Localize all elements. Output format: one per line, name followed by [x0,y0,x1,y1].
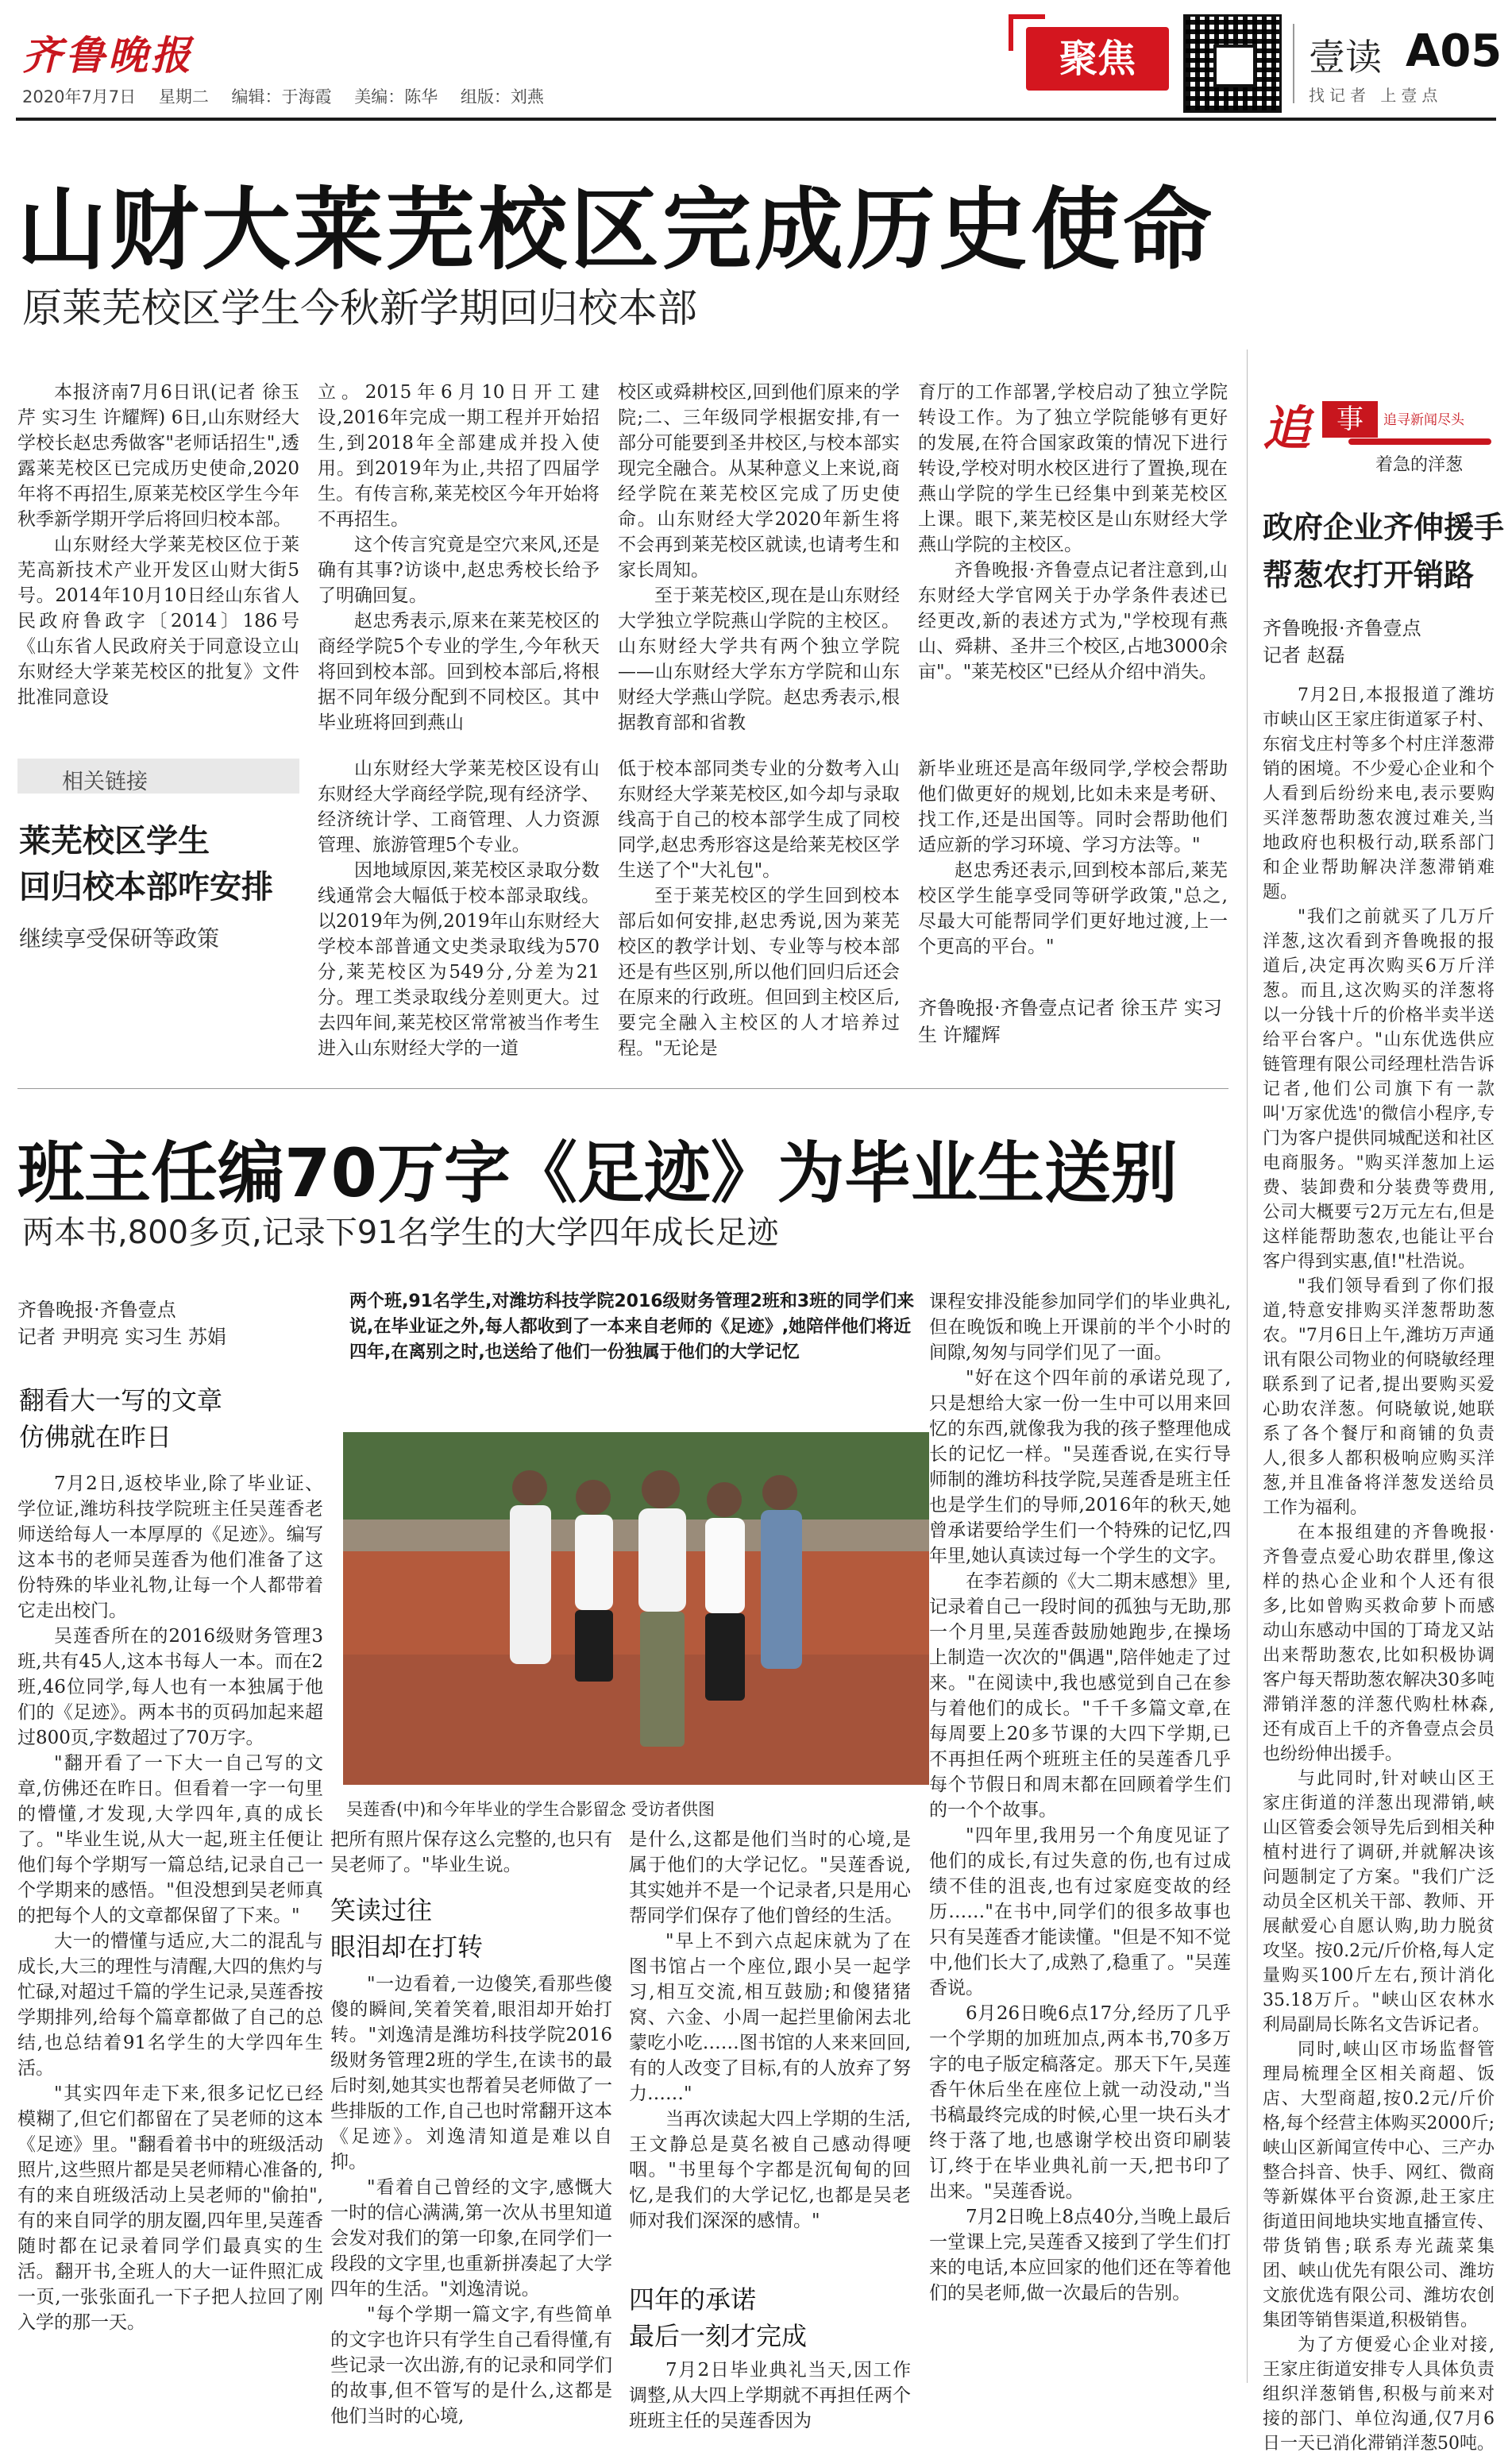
paragraph: 齐鲁晚报·齐鲁壹点记者注意到,山东财经大学官网关于办学条件表述已经更改,新的表述方式为,"学校现有燕山、舜耕、圣井三个校区,占地3000余亩"。"莱芜校区"已经从介绍中消失。 [918,560,1228,682]
article2-column-2-top [330,1827,612,1883]
column-slogan: 追寻新闻尽头 [1383,412,1464,428]
paragraph: 在李若颜的《大二期末感想》里,记录着自己一段时间的孤独与无助,那一个月里,吴莲香鼓励她跑步,在操场上制造一次次的"偶遇",陪伴她走了过来。"在阅读中,我也感觉到自己在参与着他们的成长。"千千多篇文章,在每周要上20多节课的大四下学期,已不再担任两个班班主任的吴莲香几乎每个节假日和周末都在回顾着学生们的一个个故事。 [929,1571,1231,1821]
paragraph: 低于校本部同类专业的分数考入山东财经大学莱芜校区,如今却与录取线高于自己的校本部学生成了同校同学,赵忠秀形容这是给莱芜校区学生送了个"大礼包"。 [618,759,900,881]
paragraph: 育厅的工作部署,学校启动了独立学院转设工作。为了独立学院能够有更好的发展,在符合国家政策的情况下进行转设,学校对明水校区进行了置换,现在燕山学院的学生已经集中到莱芜校区上课。眼下,莱芜校区是山东财经大学燕山学院的主校区。 [918,382,1228,555]
paragraph: "早上不到六点起床就为了在图书馆占一个座位,跟小吴一起学习,相互交流,相互鼓励;和傻猪猪窝、六金、小周一起拦里偷闲去北蒙吃小吃……图书馆的人来来回回,有的人改变了目标,有的人放弃了努力……" [629,1931,911,2104]
article2-column-2 [330,1971,612,2427]
paragraph: 与此同时,针对峡山区王家庄街道的洋葱出现滞销,峡山区管委会领导先后到相关种植村进行了调研,并就解决该问题制定了方案。"我们广泛动员全区机关干部、教师、开展献爱心自愿认购,助力脱贫攻坚。按0.2元/斤价格,每人定量购买100斤左右,预计消化35.18万斤。"峡山区农林水利局副局长陈名文告诉记者。 [1263,1769,1495,2035]
paragraph: 立。2015年6月10日开工建设,2016年完成一期工程并开始招生,到2018年全部建成并投入使用。到2019年为止,共招了四届学生。有传言称,莱芜校区今年开始将不再招生。 [318,382,600,530]
paragraph: "每个学期一篇文字,有些简单的文字也许只有学生自己看得懂,有些记录一次出游,有的记录和同学们的故事,但不管写的是什么,这都是他们当时的心境, [330,2304,612,2427]
paragraph: 在本报组建的齐鲁晚报·齐鲁壹点爱心助农群里,像这样的热心企业和个人还有很多,比如曾购买救命萝卜而感动山东感动中国的丁琦龙又站出来帮助葱农,比如积极协调客户每天帮助葱农解决30多吨滞销洋葱的洋葱代购杜林森,还有成百上千的齐鲁壹点会员也纷纷伸出援手。 [1263,1523,1495,1764]
paragraph: "四年里,我用另一个角度见证了他们的成长,有过失意的伤,也有过成绩不佳的沮丧,也有过家庭变故的经历……"在书中,同学们的很多故事也只有吴莲香才能读懂。"但是不知不觉中,他们长大了,成熟了,稳重了。"吴莲香说。 [929,1825,1231,1998]
related-link-label: 相关链接 [62,770,148,794]
related-column-2 [618,756,900,1059]
article2-lead: 两个班,91名学生,对潍坊科技学院2016级财务管理2班和3班的同学们来说,在毕业证之外,每人都收到了一本来自老师的《足迹》,她陪伴他们将近四年,在离别之时,也送给了他们一份独属于他们的大学记忆 [349,1292,915,1362]
article2-byline [17,1296,319,1350]
subhead-line: 仿佛就在昨日 [19,1422,172,1452]
group-photo-image [343,1432,929,1785]
related-link-bar [17,759,299,794]
masthead-divider [1293,24,1294,103]
related-headline-line-2: 回归校本部咋安排 [19,869,273,906]
paragraph: 吴莲香所在的2016级财务管理3班,共有45人,这本书每人一本。而在2班,46位同学,每人也有一本独属于他们的《足迹》。两本书的页码加起来超过800页,字数超过了70万字。 [17,1626,323,1748]
paragraph: 为了方便爱心企业对接,王家庄街道安排专人具体负责组织洋葱销售,积极与前来对接的部门、单位沟通,仅7月6日一天已消化滞销洋葱50吨。 [1263,2335,1495,2454]
paragraph: 把所有照片保存这么完整的,也只有吴老师了。"毕业生说。 [330,1829,612,1875]
paragraph: 课程安排没能参加同学们的毕业典礼,但在晚饭和晚上开课前的半个小时的间隙,匆匆与同学们见了一面。 [929,1292,1231,1363]
paragraph: 至于莱芜校区的学生回到校本部后如何安排,赵忠秀说,因为莱芜校区的教学计划、专业等与校本部还是有些区别,所以他们回归后还会在原来的行政班。但回到主校区后,要完全融入主校区的人才培养过程。"无论是 [618,886,900,1059]
paragraph: 本报济南7月6日讯(记者 徐玉芹 实习生 许耀辉) 6日,山东财经大学校长赵忠秀做客"老师话招生",透露莱芜校区已完成历史使命,2020年将不再招生,原莱芜校区学生今年秋季新学期开学后将回归校本部。 [17,382,299,530]
article2-subhead-1 [19,1382,222,1455]
article1-byline: 齐鲁晚报·齐鲁壹点记者 徐玉芹 实习生 许耀辉 [918,997,1222,1046]
paragraph: "我们之前就买了几万斤洋葱,这次看到齐鲁晚报的报道后,决定再次购买6万斤洋葱。而且,这次购买的洋葱将以一分钱十斤的价格半卖半送给平台客户。"山东优选供应链管理有限公司经理杜浩告诉记者,他们公司旗下有一款叫'万家优选'的微信小程序,专门为客户提供同城配送和社区电商服务。"购买洋葱加上运费、装卸费和分装费等费用,公司大概要亏2万元左右,但是这样能帮助葱农,也能让平台客户得到实惠,值!"杜浩说。 [1263,907,1495,1272]
paragraph: 赵忠秀还表示,回到校本部后,莱芜校区学生能享受同等研学政策,"总之,尽最大可能帮同学们更好地过渡,上一个更高的平台。" [918,860,1228,957]
article2-subhead-2 [330,1892,483,1965]
paragraph: 当再次读起大四上学期的生活,王文静总是莫名被自己感动得哽咽。"书里每个字都是沉甸甸的回忆,是我们的大学记忆,也都是吴老师对我们深深的感情。" [629,2109,911,2231]
related-headline-line-1: 莱芜校区学生 [19,823,210,859]
related-subheadline: 继续享受保研等政策 [19,925,220,952]
issue-weekday: 星期二 [158,87,209,106]
article2-subhead-3 [629,2281,807,2354]
article2-column-3-bottom [629,2358,911,2431]
subhead-line: 笑读过往 [330,1895,433,1925]
sidebar-headline-line-1: 政府企业齐伸援手 [1263,510,1505,545]
paragraph: 校区或舜耕校区,回到他们原来的学院;二、三年级同学根据安排,有一部分可能要到圣井校区,与校本部实现完全融合。从某种意义上来说,商经学院在莱芜校区完成了历史使命。山东财经大学2020年新生将不会再到莱芜校区就读,也请考生和家长周知。 [618,382,900,581]
article1-column-3 [618,380,900,737]
article2-subheadline: 两本书,800多页,记录下91名学生的大学四年成长足迹 [22,1214,779,1251]
sidebar-byline-source: 齐鲁晚报·齐鲁壹点 [1263,617,1421,639]
paragraph: 6月26日晚6点17分,经历了几乎一个学期的加班加点,两本书,70多万字的电子版定稿落定。那天下午,吴莲香午休后坐在座位上就一动没动,"当书稿最终完成的时候,心里一块石头才终于落了地,也感谢学校出资印刷装订,终于在毕业典礼前一天,把书印了出来。"吴莲香说。 [929,2003,1231,2202]
paragraph: 7月2日晚上8点40分,当晚上最后一堂课上完,吴莲香又接到了学生们打来的电话,本应回家的他们还在等着他们的吴老师,做一次最后的告别。 [929,2207,1231,2303]
issue-proofreader: 组版：刘燕 [460,87,544,106]
page-number: A05 [1406,25,1502,77]
paragraph: 7月2日毕业典礼当天,因工作调整,从大四上学期就不再担任两个班班主任的吴莲香因为 [629,2360,911,2431]
article2-headline: 班主任编70万字《足迹》为毕业生送别 [17,1134,1178,1212]
sidebar-headline-line-2: 帮葱农打开销路 [1263,558,1475,593]
paragraph: "我们领导看到了你们报道,特意安排购买洋葱帮助葱农。"7月6日上午,潍坊万声通讯有限公司物业的何晓敏经理联系到了记者,提出要购买爱心助农洋葱。何晓敏说,她联系了各个餐厅和商铺的负责人,很多人都积极响应购买洋葱,并且准备将洋葱发送给员工作为福利。 [1263,1276,1495,1518]
paragraph: "其实四年走下来,很多记忆已经模糊了,但它们都留在了吴老师的这本《足迹》里。"翻看着书中的班级活动照片,这些照片都是吴老师精心准备的,有的来自班级活动上吴老师的"偷拍",有的来自同学的朋友圈,四年里,吴莲香随时都在记录着同学们最真实的生活。翻开书,全班人的大一证件照汇成一页,一张张面孔一下子把人拉回了刚入学的那一天。 [17,2083,323,2333]
paragraph: "一边看着,一边傻笑,看那些傻傻的瞬间,笑着笑着,眼泪却开始打转。"刘逸清是潍坊科技学院2016级财务管理2班的学生,在读书的最后时刻,她其实也帮着吴老师做了一些排版的工作,自己也时常翻开这本《足迹》。刘逸清知道是难以自抑。 [330,1974,612,2172]
issue-designer: 美编：陈华 [354,87,438,106]
paragraph: "翻开看了一下大一自己写的文章,仿佛还在昨日。但看着一字一句里的懵懂,才发现,大学四年,真的成长了。"毕业生说,从大一起,班主任便让他们每个学期写一篇总结,记录自己一个学期来的感悟。"但没想到吴老师真的把每个人的文章都保留了下来。" [17,1753,323,1926]
related-column-3 [918,756,1228,994]
section-name: 壹读 [1309,36,1382,79]
issue-editor: 编辑：于海霞 [231,87,332,106]
issue-date: 2020年7月7日 [22,87,137,106]
paragraph: 大一的懵懂与适应,大二的混乱与成长,大三的理性与清醒,大四的焦灼与忙碌,对超过千篇的学生记录,吴莲香按学期排列,给每个篇章都做了自己的总结,也总结着91名学生的大学四年生活。 [17,1931,323,2079]
article1-subheadline: 原莱芜校区学生今秋新学期回归校本部 [22,285,697,331]
subhead-line: 眼泪却在打转 [330,1932,484,1962]
sidebar-byline-reporter: 记者 赵磊 [1263,644,1345,666]
paragraph: 这个传言究竟是空穴来风,还是确有其事?访谈中,赵忠秀校长给予了明确回复。 [318,535,600,606]
article1-headline: 山财大莱芜校区完成历史使命 [17,179,1215,282]
subhead-line: 最后一刻才完成 [629,2321,808,2351]
article2-column-4 [929,1289,1231,2417]
article1-column-4 [918,380,1228,737]
paragraph: 7月2日,本报报道了潍坊市峡山区王家庄街道冢子村、东宿戈庄村等多个村庄洋葱滞销的困境。不少爱心企业和个人看到后纷纷来电,表示要购买洋葱帮助葱农渡过难关,当地政府也积极行动,联系部门和企业帮助解决洋葱滞销难题。 [1263,685,1495,902]
paragraph: 山东财经大学莱芜校区位于莱芜高新技术产业开发区山财大街5号。2014年10月10日经山东省人民政府鲁政字〔2014〕186号《山东省人民政府关于同意设立山东财经大学莱芜校区的批复》文件批准同意设 [17,535,299,708]
paragraph: 因地域原因,莱芜校区录取分数线通常会大幅低于校本部录取线。以2019年为例,2019年山东财经大学校本部普通文史类录取线为570分,莱芜校区为549分,分差为21分。理工类录取线分差则更大。过去四年间,莱芜校区常常被当作考生进入山东财经大学的一道 [318,860,600,1059]
related-headline [19,818,273,910]
article2-column-1 [17,1471,323,2416]
paragraph: 是什么,这都是他们当时的心境,是属于他们的大学记忆。"吴莲香说,其实她并不是一个记录者,只是用心帮同学们保存了他们曾经的生活。 [629,1829,911,1926]
article1-column-1 [17,380,299,737]
paragraph: 至于莱芜校区,现在是山东财经大学独立学院燕山学院的主校区。山东财经大学共有两个独立学院——山东财经大学东方学院和山东财经大学燕山学院。赵忠秀表示,根据教育部和省教 [618,585,900,733]
column-topic: 着急的洋葱 [1375,455,1464,475]
column-logo-zhui: 追 [1263,401,1310,457]
section-slogan: 找记者 上壹点 [1309,86,1443,105]
subhead-line: 四年的承诺 [629,2284,757,2315]
sidebar-body [1263,683,1495,2454]
subhead-line: 翻看大一写的文章 [19,1385,223,1415]
paragraph: 山东财经大学莱芜校区设有山东财经大学商经学院,现有经济学、经济统计学、工商管理、人力资源管理、旅游管理5个专业。 [318,759,600,855]
newspaper-logo: 齐鲁晚报 [22,32,194,79]
group-photo [343,1432,929,1785]
column-logo-brush-stroke [1348,438,1491,445]
qr-code-center [1213,44,1256,87]
section-tag: 聚焦 [1026,27,1169,91]
photo-caption: 吴莲香(中)和今年毕业的学生合影留念 受访者供图 [346,1800,716,1819]
article2-byline-reporters: 记者 尹明亮 实习生 苏娟 [17,1326,226,1348]
sidebar-divider [1247,349,1248,2383]
sidebar-headline [1263,504,1504,599]
sidebar-byline [1263,615,1421,669]
paragraph: 同时,峡山区市场监督管理局梳理全区相关商超、饭店、大型商超,按0.2元/斤价格,每个经营主体购买2000斤;峡山区新闻宣传中心、三产办整合抖音、快手、网红、微商等新媒体平台资源,赴王家庄街道田间地块实地直播宣传、带货销售;联系寿光蔬菜集团、峡山优先有限公司、潍坊文旅优选有限公司、潍坊农创集团等销售渠道,积极销售。 [1263,2040,1495,2330]
article2-byline-source: 齐鲁晚报·齐鲁壹点 [17,1299,176,1321]
column-logo-shi: 事 [1322,401,1378,438]
paragraph: 新毕业班还是高年级同学,学校会帮助他们做更好的规划,比如未来是考研、找工作,还是出国等。同时会帮助他们适应新的学习环境、学习方法等。" [918,759,1228,855]
paragraph: "好在这个四年前的承诺兑现了,只是想给大家一份一生中可以用来回忆的东西,就像我为我的孩子整理他成长的记忆一样。"吴莲香说,在实行导师制的潍坊科技学院,吴莲香是班主任也是学生们的导师,2016年的秋天,她曾承诺要给学生们一个特殊的记忆,四年里,她认真读过每一个学生的文字。 [929,1368,1231,1566]
paragraph: 赵忠秀表示,原来在莱芜校区的商经学院5个专业的学生,今年秋天将回到校本部。回到校本部后,将根据不同年级分配到不同校区。其中毕业班将回到燕山 [318,611,600,733]
masthead-rule [16,118,1496,121]
issue-meta [22,84,561,108]
article2-column-3 [629,1827,911,2272]
article1-column-2 [318,380,600,737]
related-column-1 [318,756,600,1059]
paragraph: 7月2日,返校毕业,除了毕业证、学位证,潍坊科技学院班主任吴莲香老师送给每人一本厚厚的《足迹》。编写这本书的老师吴莲香为他们准备了这份特殊的毕业礼物,让每一个人都带着它走出校门。 [17,1473,323,1621]
article-divider [17,1088,1228,1089]
paragraph: "看着自己曾经的文字,感慨大一时的信心满满,第一次从书里知道会发对我们的第一印象,在同学们一段段的文字里,也重新拼凑起了大学四年的生活。"刘逸清说。 [330,2177,612,2300]
